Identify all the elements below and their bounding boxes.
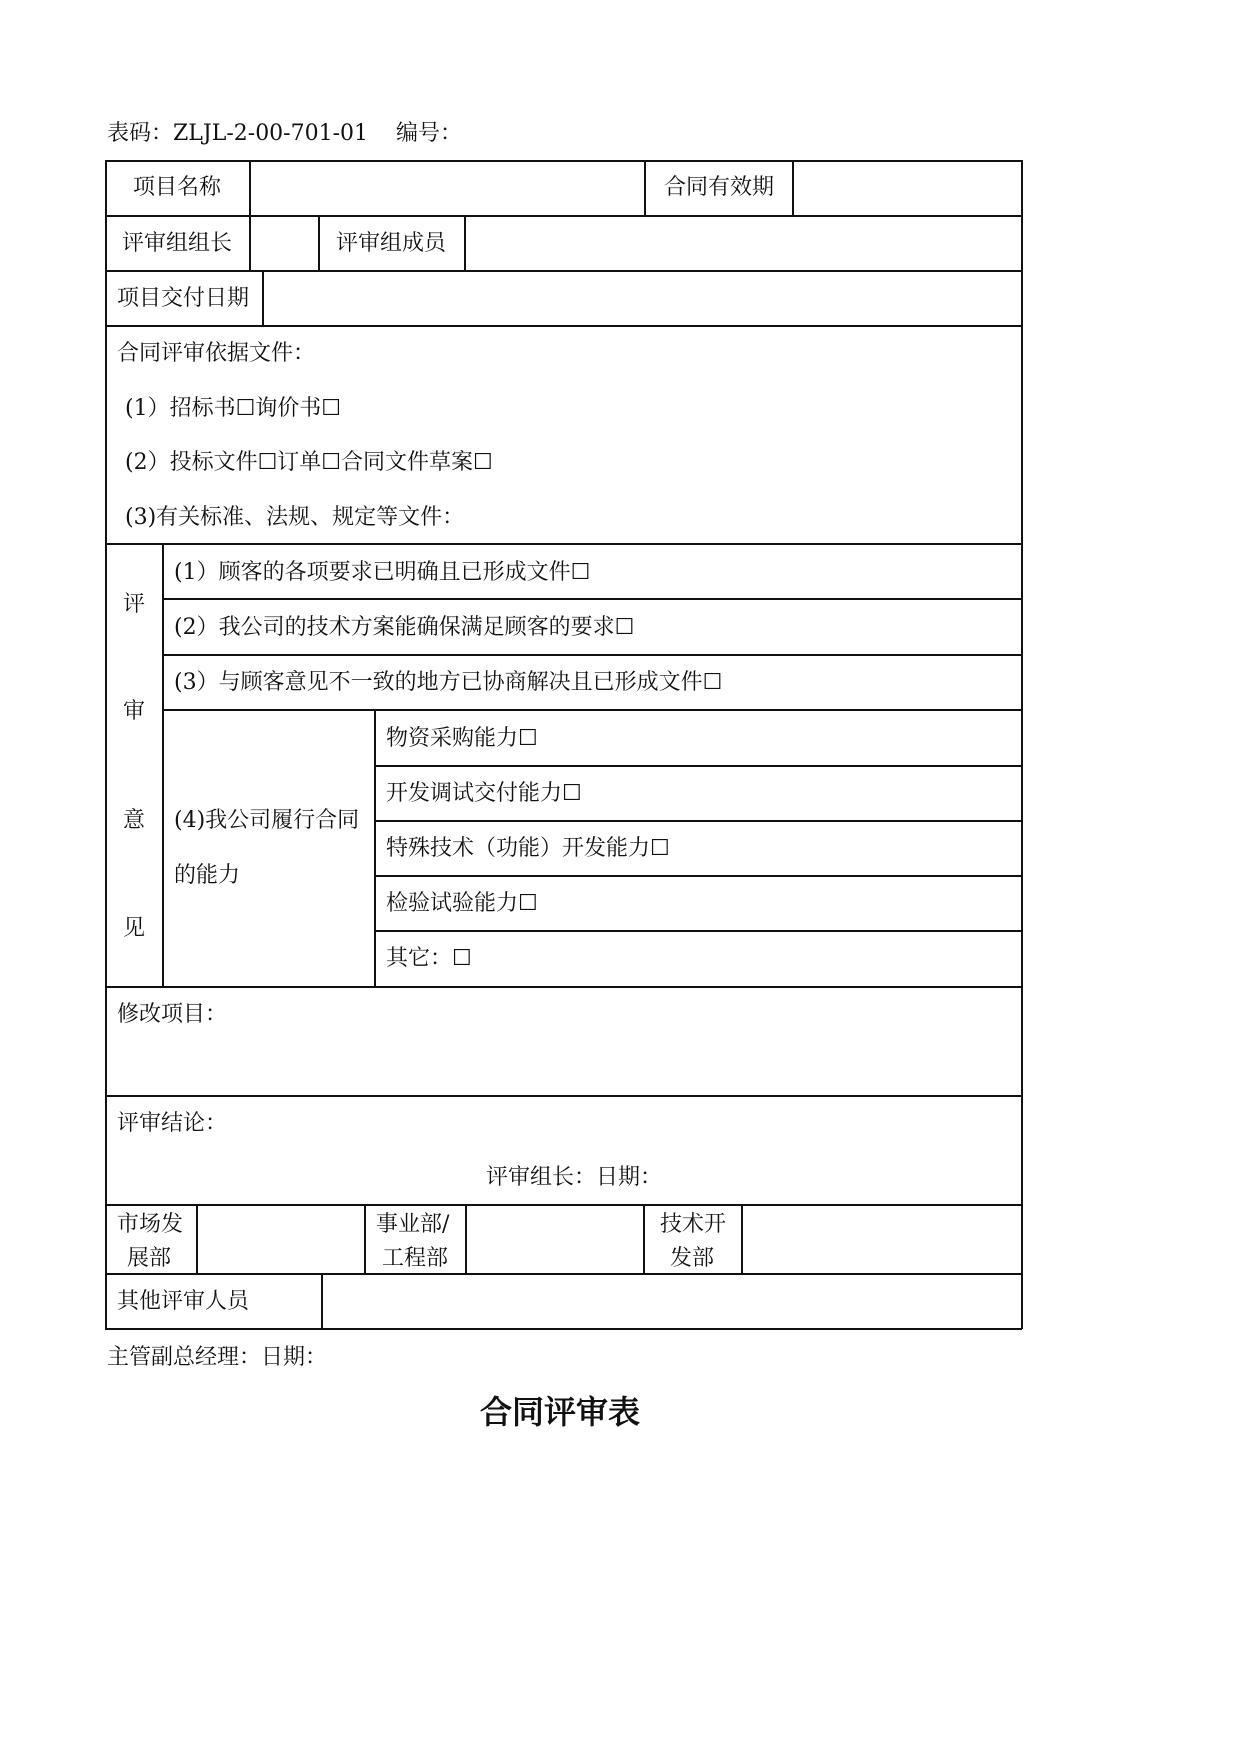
divider (162, 598, 1022, 600)
basis-item-1[interactable]: (1）招标书☐询价书☐ (125, 396, 342, 421)
conclusion-heading: 评审结论： (117, 1111, 228, 1136)
business-sign-field[interactable] (467, 1206, 642, 1272)
review-side-char-3: 意 (123, 808, 146, 833)
divider (374, 875, 1022, 877)
capability-item-2[interactable]: 开发调试交付能力☐ (386, 781, 582, 806)
label-validity: 合同有效期 (664, 175, 775, 200)
capability-item-5[interactable]: 其它：☐ (386, 946, 472, 971)
modify-field[interactable] (107, 1030, 1020, 1094)
divider (374, 765, 1022, 767)
divider (318, 215, 320, 271)
review-item-1[interactable]: (1）顾客的各项要求已明确且已形成文件☐ (174, 560, 591, 585)
review-item-3[interactable]: (3）与顾客意见不一致的地方已协商解决且已形成文件☐ (174, 670, 723, 695)
divider (374, 709, 376, 986)
market-sign-field[interactable] (198, 1206, 363, 1272)
modify-heading: 修改项目： (117, 1002, 228, 1027)
divider (374, 930, 1022, 932)
dept-market-line1: 市场发 (117, 1212, 184, 1237)
dept-business-line2: 工程部 (382, 1246, 449, 1271)
divider (364, 1204, 366, 1274)
divider (105, 543, 1022, 545)
capability-item-1[interactable]: 物资采购能力☐ (386, 726, 538, 751)
dept-market-line2: 展部 (127, 1246, 172, 1271)
review-side-char-4: 见 (123, 916, 146, 941)
form-code: 表码：ZLJL-2-00-701-01 (107, 121, 369, 146)
label-project-name: 项目名称 (133, 175, 222, 200)
label-delivery-date: 项目交付日期 (117, 286, 250, 311)
validity-field[interactable] (794, 162, 1020, 214)
form-title: 合同评审表 (480, 1393, 641, 1431)
label-leader: 评审组组长 (122, 231, 233, 256)
divider (162, 709, 1022, 711)
basis-item-3: (3)有关标准、法规、规定等文件： (125, 505, 465, 530)
basis-heading: 合同评审依据文件： (117, 341, 316, 366)
divider (374, 820, 1022, 822)
divider (105, 325, 1022, 327)
capability-item-3[interactable]: 特殊技术（功能）开发能力☐ (386, 836, 670, 861)
divider (162, 543, 164, 986)
tech-sign-field[interactable] (743, 1206, 1020, 1272)
dept-tech-line2: 发部 (670, 1246, 715, 1271)
project-name-field[interactable] (251, 162, 643, 214)
members-field[interactable] (466, 217, 1020, 269)
delivery-date-field[interactable] (264, 272, 1020, 324)
table-right-border (1021, 160, 1023, 1329)
dept-tech-line1: 技术开 (660, 1212, 727, 1237)
dept-business-line1: 事业部/ (376, 1212, 450, 1237)
basis-item-2[interactable]: (2）投标文件☐订单☐合同文件草案☐ (125, 450, 493, 475)
capability-label-line1: (4)我公司履行合同 (174, 808, 360, 833)
divider (643, 1204, 645, 1274)
label-other-reviewers: 其他评审人员 (117, 1289, 250, 1314)
capability-item-4[interactable]: 检验试验能力☐ (386, 891, 538, 916)
divider (644, 160, 646, 216)
other-reviewers-field[interactable] (323, 1275, 1020, 1327)
leader-field[interactable] (251, 217, 317, 269)
table-left-border (105, 160, 107, 1329)
capability-label-line2: 的能力 (174, 863, 241, 888)
review-side-char-1: 评 (123, 592, 146, 617)
review-side-char-2: 审 (123, 699, 146, 724)
divider (162, 654, 1022, 656)
divider (105, 1095, 1022, 1097)
divider (105, 986, 1022, 988)
number-label: 编号： (396, 121, 463, 146)
table-bottom-border (105, 1328, 1022, 1330)
review-item-2[interactable]: (2）我公司的技术方案能确保满足顾客的要求☐ (174, 615, 635, 640)
manager-sign: 主管副总经理：日期： (107, 1345, 328, 1370)
label-members: 评审组成员 (336, 231, 447, 256)
conclusion-sign: 评审组长：日期： (486, 1165, 663, 1190)
